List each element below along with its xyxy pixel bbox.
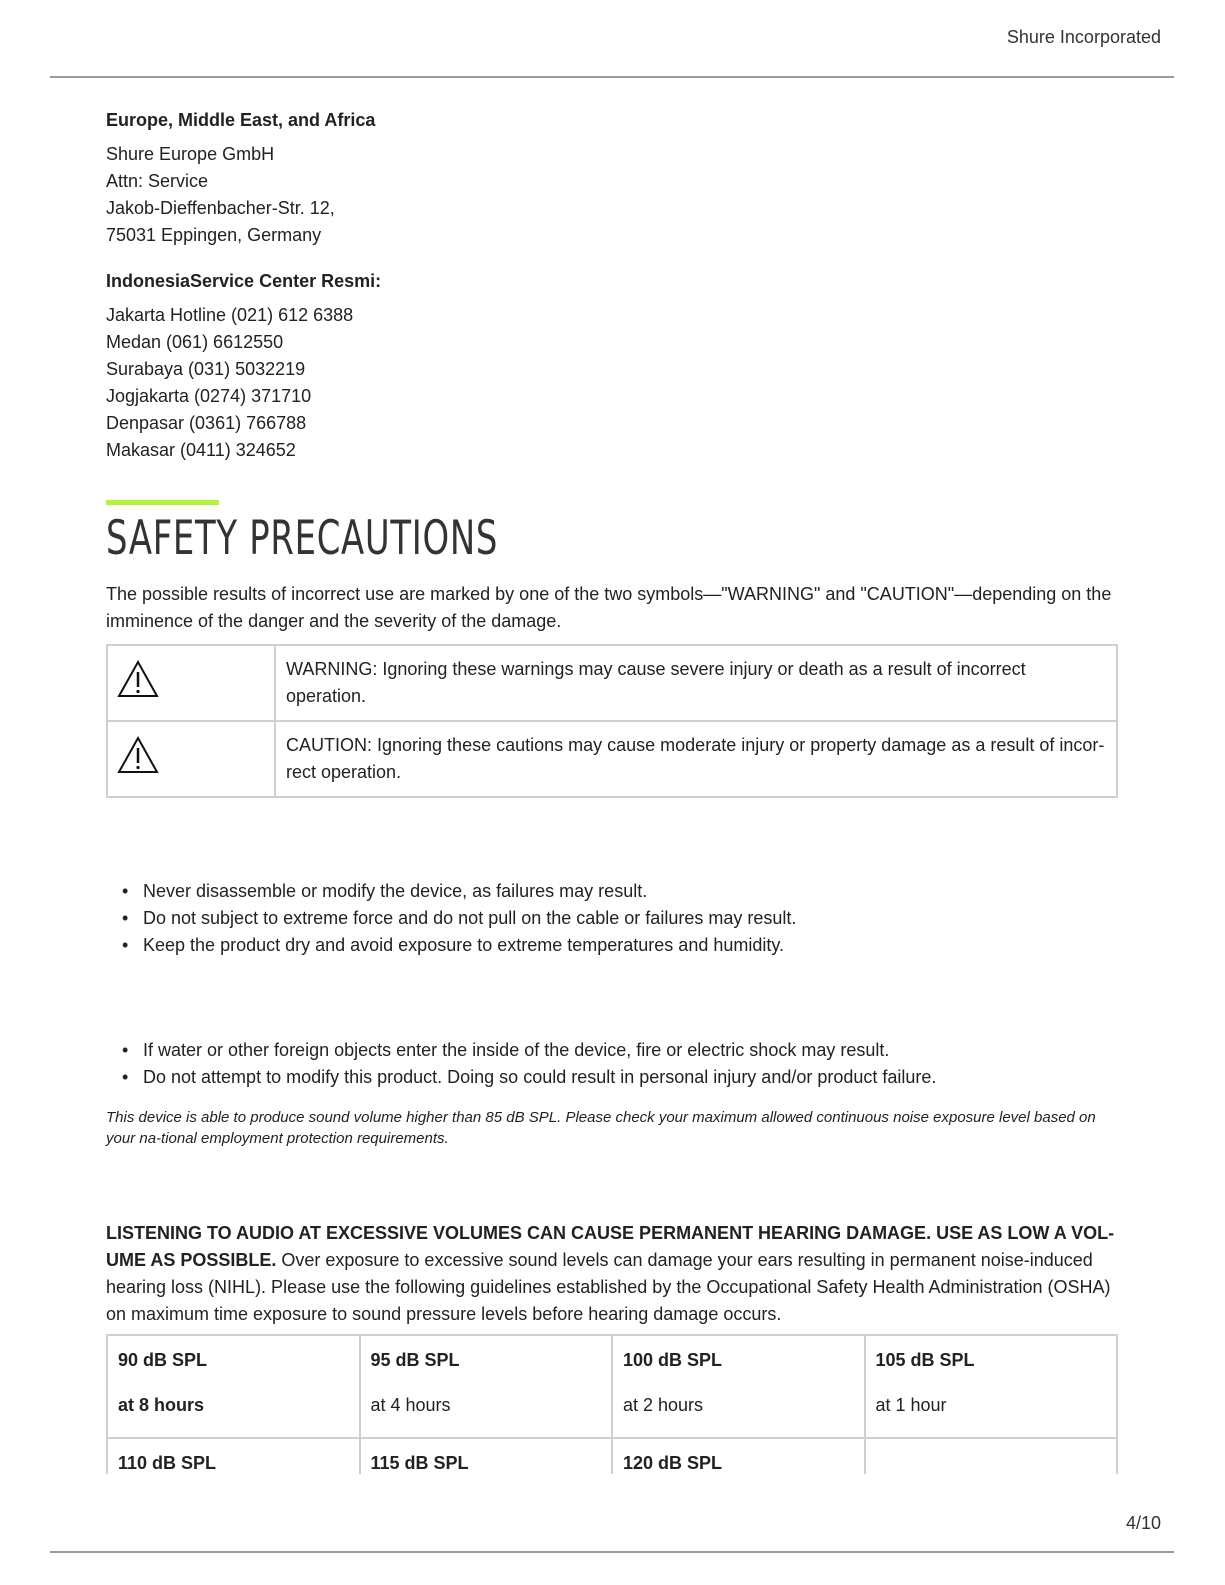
spl-cell xyxy=(865,1335,1118,1438)
footer-divider xyxy=(50,1551,1174,1553)
spl-table-clip xyxy=(106,1328,1118,1474)
emea-heading: Europe, Middle East, and Africa xyxy=(106,110,376,130)
caution-list xyxy=(106,1037,1118,1091)
spl-cell xyxy=(360,1438,613,1474)
spl-cell xyxy=(612,1335,865,1438)
spl-duration: at 4 hours xyxy=(370,1395,451,1415)
indonesia-contacts xyxy=(106,302,1118,464)
spl-level: 105 dB SPL xyxy=(875,1350,975,1370)
header-divider xyxy=(50,76,1174,78)
indonesia-heading: IndonesiaService Center Resmi: xyxy=(106,271,382,291)
indonesia-contact-line: Jakarta Hotline (021) 612 6388 xyxy=(106,305,354,325)
safety-precautions-title: SAFETY PRECAUTIONS xyxy=(106,511,499,566)
list-item: • Do not attempt to modify this product. Doing so could result in personal injury and/or product failure. xyxy=(122,1064,1118,1091)
safety-intro: The possible results of incorrect use are marked by one of the two symbols—"WARNING" and "CAUTION"—depending on the imminence of the danger and the severity of the damage. xyxy=(106,584,1112,631)
table-row xyxy=(107,721,1117,797)
indonesia-contact-line: Medan (061) 6612550 xyxy=(106,332,284,352)
spl-level: 115 dB SPL xyxy=(370,1453,469,1473)
spl-cell xyxy=(107,1335,360,1438)
spl-duration: at 2 hours xyxy=(623,1395,704,1415)
list-item: • Never disassemble or modify the device, as failures may result. xyxy=(122,878,1118,905)
list-item: • Keep the product dry and avoid exposure to extreme temperatures and humidity. xyxy=(122,932,1118,959)
table-row xyxy=(107,1438,1117,1474)
hearing-warning-bold: LISTENING TO AUDIO AT EXCESSIVE VOLUMES CAN CAUSE PERMANENT HEARING DAMAGE. USE AS LOW A VOL-UME AS POSSIBLE. xyxy=(106,1223,1115,1270)
indonesia-contact-line: Jogjakarta (0274) 371710 xyxy=(106,386,312,406)
indonesia-contact-line: Denpasar (0361) 766788 xyxy=(106,413,307,433)
list-item: • Do not subject to extreme force and do not pull on the cable or failures may result. xyxy=(122,905,1118,932)
page-content xyxy=(106,108,1118,1474)
emea-address-line: 75031 Eppingen, Germany xyxy=(106,225,322,245)
emea-address-line: Attn: Service xyxy=(106,171,209,191)
spl-cell xyxy=(612,1438,865,1474)
table-row xyxy=(107,1335,1117,1438)
emea-address xyxy=(106,141,1118,249)
header-company-name: Shure Incorporated xyxy=(1006,27,1161,47)
emea-address-line: Jakob-Dieffenbacher-Str. 12, xyxy=(106,198,335,218)
warning-description: WARNING: Ignoring these warnings may cause severe injury or death as a result of incorrect operation. xyxy=(275,645,1117,721)
hearing-warning-text: Over exposure to excessive sound levels can damage your ears resulting in permanent noise-induced hearing loss (NIHL). Please use the following guidelines established by the Occupational Safety Health Administration (OSHA) on maximum time exposure to sound pressure levels before hearing damage occurs. xyxy=(106,1250,1111,1324)
spl-exposure-table xyxy=(106,1334,1118,1474)
spl-cell xyxy=(360,1335,613,1438)
indonesia-contact-line: Surabaya (031) 5032219 xyxy=(106,359,306,379)
section-accent-bar xyxy=(106,500,219,505)
caution-description: CAUTION: Ignoring these cautions may cause moderate injury or property damage as a result of incor-rect operation. xyxy=(275,721,1117,797)
spl-level: 90 dB SPL xyxy=(118,1350,208,1370)
spl-level: 95 dB SPL xyxy=(370,1350,460,1370)
spl-duration: at 8 hours xyxy=(118,1395,205,1415)
indonesia-contact-line: Makasar (0411) 324652 xyxy=(106,440,296,460)
spl-duration: at 1 hour xyxy=(875,1395,947,1415)
symbol-cell xyxy=(107,645,275,721)
caution-triangle-icon xyxy=(116,735,160,775)
spl-level: 100 dB SPL xyxy=(623,1350,723,1370)
list-item: • If water or other foreign objects enter the inside of the device, fire or electric shock may result. xyxy=(122,1037,1118,1064)
spl-level: 120 dB SPL xyxy=(623,1453,723,1473)
noise-exposure-note: This device is able to produce sound volume higher than 85 dB SPL. Please check your maximum allowed continuous noise exposure level based on your na-tional employment protection requirements. xyxy=(106,1109,1096,1147)
hearing-damage-paragraph xyxy=(106,1220,1118,1328)
warning-list xyxy=(106,878,1118,959)
emea-address-line: Shure Europe GmbH xyxy=(106,144,275,164)
table-row xyxy=(107,645,1117,721)
spl-level: 110 dB SPL xyxy=(118,1453,217,1473)
symbol-legend-table xyxy=(106,644,1118,798)
spl-cell xyxy=(107,1438,360,1474)
warning-triangle-icon xyxy=(116,659,160,699)
page-number: 4/10 xyxy=(1125,1513,1161,1533)
spl-cell xyxy=(865,1438,1118,1474)
symbol-cell xyxy=(107,721,275,797)
